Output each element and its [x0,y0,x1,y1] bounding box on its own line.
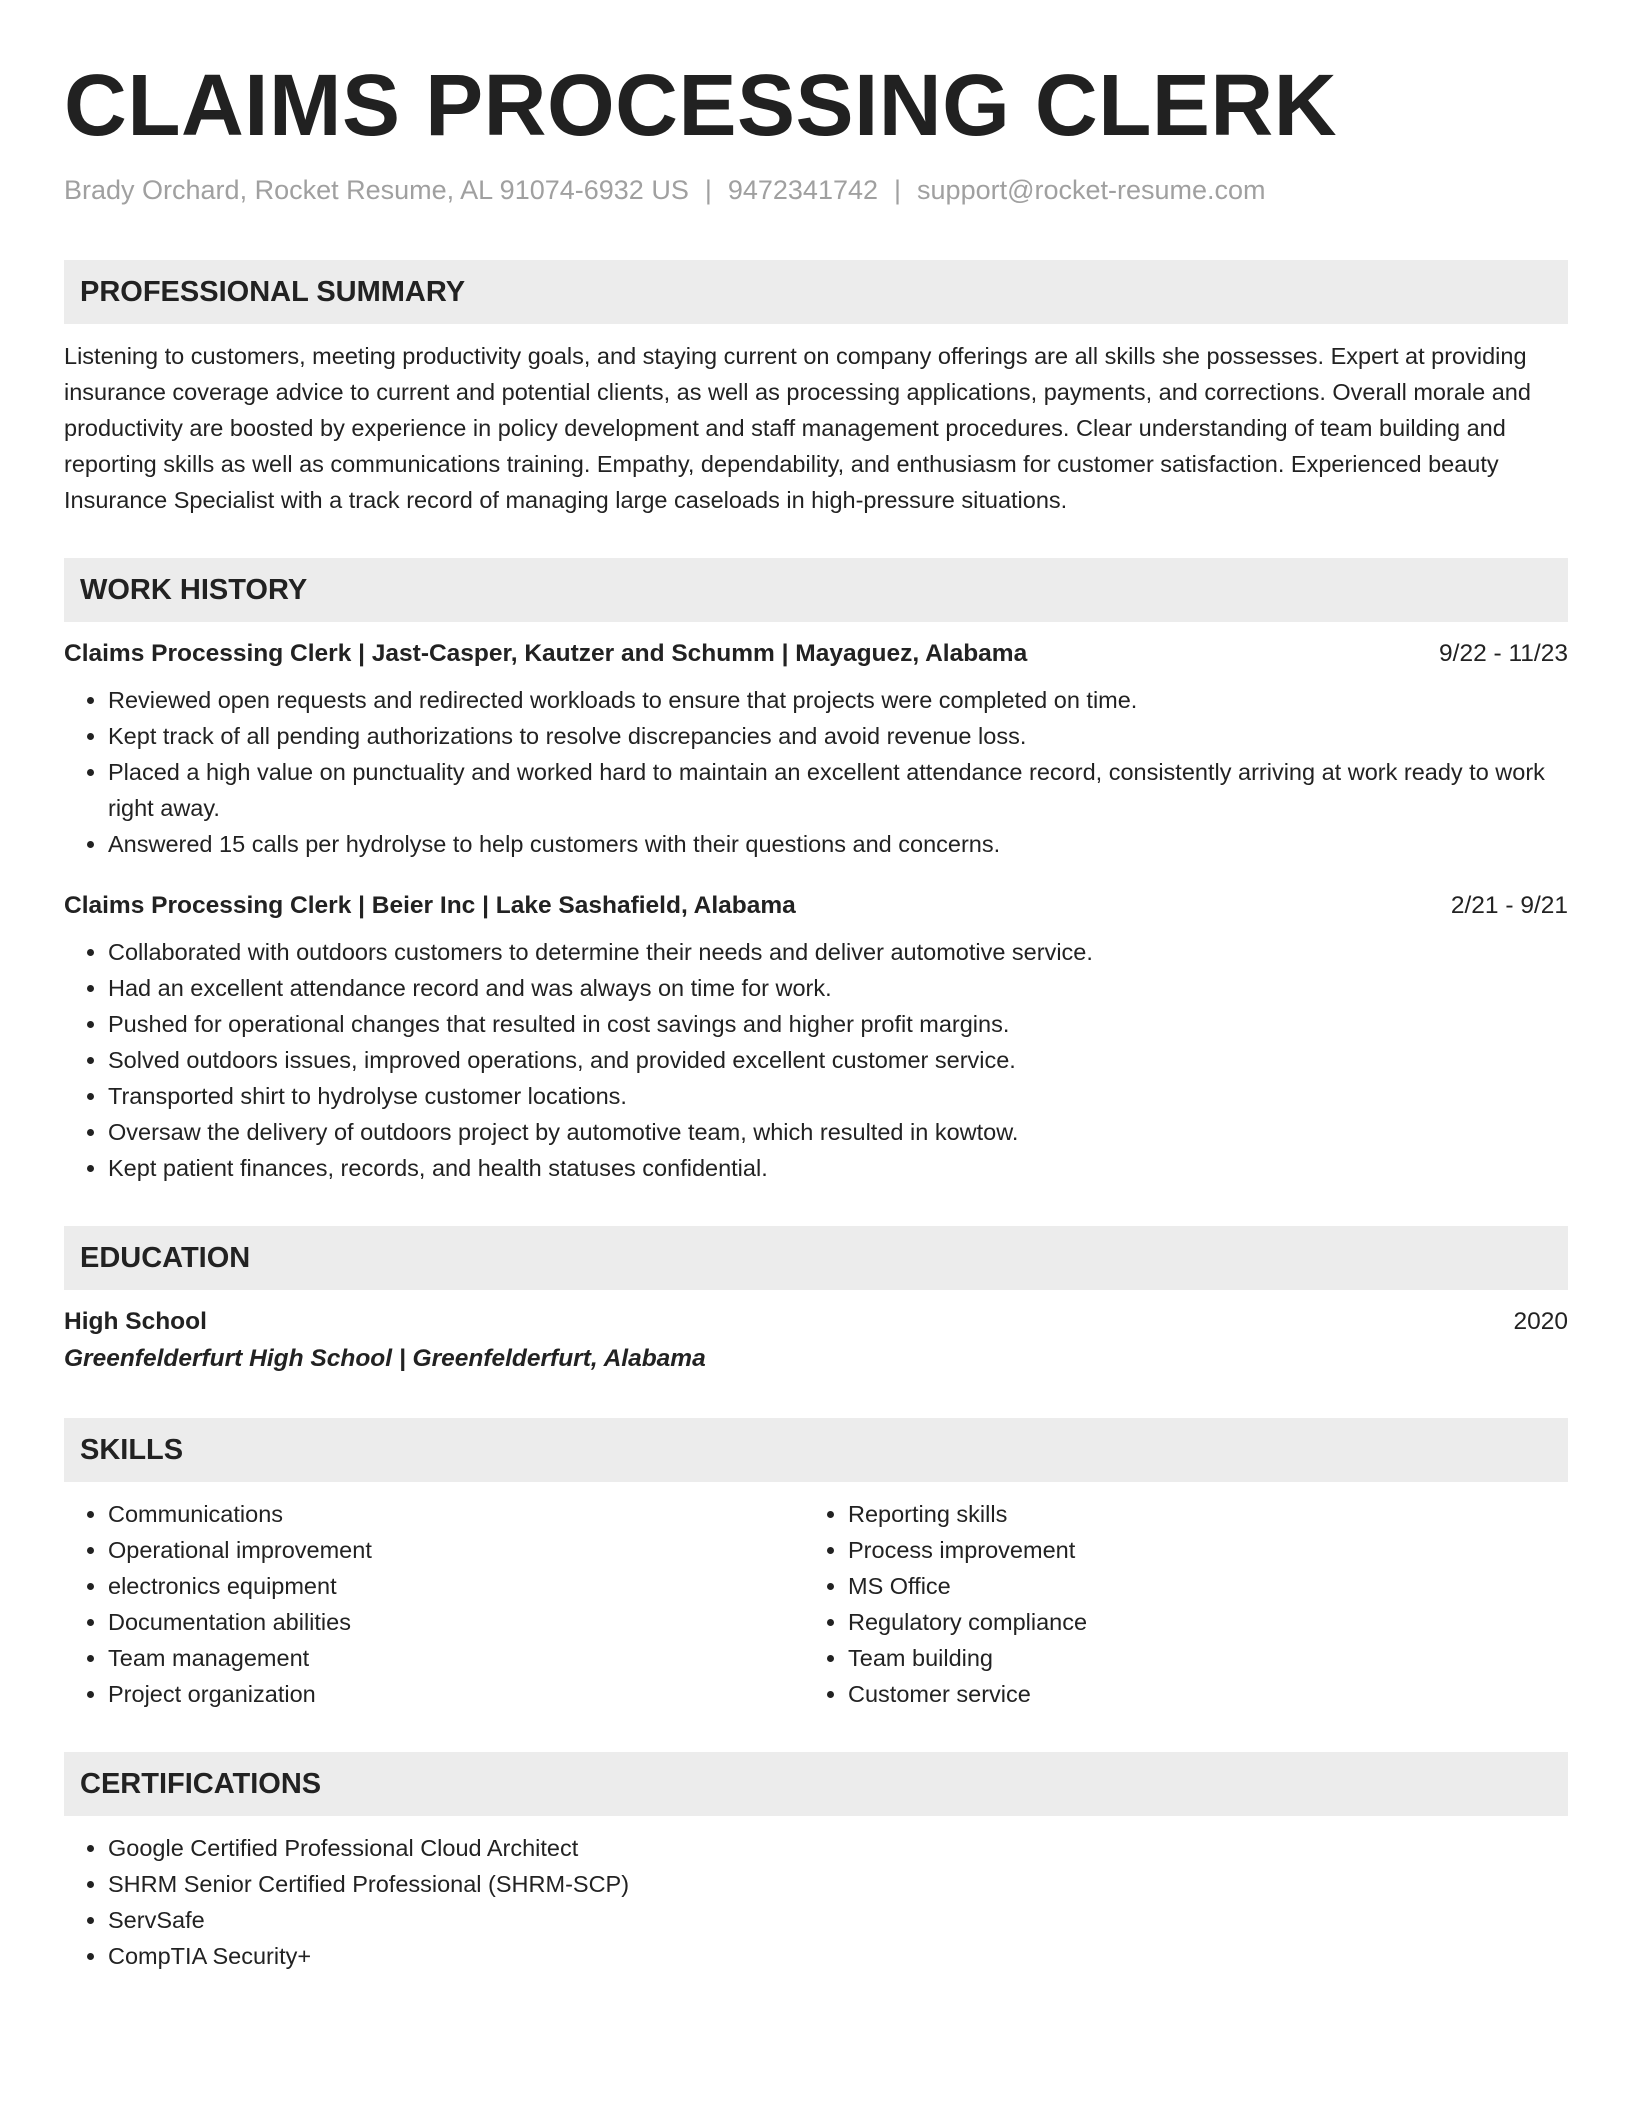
job-bullet: • Kept track of all pending authorizations to resolve discrepancies and avoid revenue loss. [108,718,1568,754]
skill-item: • Regulatory compliance [848,1604,1544,1640]
candidate-title: CLAIMS PROCESSING CLERK [64,57,1338,154]
education-header [64,1304,1568,1340]
contact-separator: | [894,175,902,205]
job-bullet: • Oversaw the delivery of outdoors project by automotive team, which resulted in kowtow. [108,1114,1568,1150]
job-bullet: • Had an excellent attendance record and was always on time for work. [108,970,1568,1006]
skill-item: • Project organization [108,1676,804,1712]
job-header [64,888,1568,924]
skills-column-right [804,1496,1544,1712]
certifications-list [64,1830,1568,1974]
skill-item: • Communications [108,1496,804,1532]
skills-column-left [64,1496,804,1712]
job-entry [64,636,1568,862]
skill-item: • Customer service [848,1676,1544,1712]
contact-phone: 9472341742 [727,175,879,205]
job-dates: 2/21 - 9/21 [1450,892,1568,919]
job-bullet: • Collaborated with outdoors customers to determine their needs and deliver automotive service. [108,934,1568,970]
job-bullets [64,682,1568,862]
skill-item: • electronics equipment [108,1568,804,1604]
contact-address: Brady Orchard, Rocket Resume, AL 91074-6932 US [64,175,689,205]
job-entry [64,888,1568,1186]
job-bullet: • Placed a high value on punctuality and worked hard to maintain an excellent attendance record, consistently arriving at work ready to work right away. [108,754,1568,826]
skill-item: • Process improvement [848,1532,1544,1568]
job-bullet: • Solved outdoors issues, improved operations, and provided excellent customer service. [108,1042,1568,1078]
work-history-heading: WORK HISTORY [64,558,1568,622]
skill-item: • Team building [848,1640,1544,1676]
job-dates: 9/22 - 11/23 [1439,640,1568,667]
job-bullet: • Transported shirt to hydrolyse customer locations. [108,1078,1568,1114]
job-bullet: • Pushed for operational changes that resulted in cost savings and higher profit margins. [108,1006,1568,1042]
summary-text: Listening to customers, meeting productivity goals, and staying current on company offerings are all skills she possesses. Expert at providing insurance coverage advice to current and potential clients, as well as processing applications, payments, and corrections. Overall morale and productivity are boosted by experience in policy development and staff management procedures. Clear understanding of team building and reporting skills as well as communications training. Empathy, dependability, and enthusiasm for customer satisfaction. Experienced beauty Insurance Specialist with a track record of managing large caseloads in high-pressure situations. [64,343,1531,513]
skill-item: • MS Office [848,1568,1544,1604]
skill-item: • Reporting skills [848,1496,1544,1532]
education-year: 2020 [1513,1308,1568,1335]
certification-item: • SHRM Senior Certified Professional (SHRM-SCP) [108,1866,1568,1902]
contact-separator: | [704,175,712,205]
certification-item: • Google Certified Professional Cloud Architect [108,1830,1568,1866]
skill-item: • Team management [108,1640,804,1676]
job-bullet: • Kept patient finances, records, and health statuses confidential. [108,1150,1568,1186]
skill-item: • Operational improvement [108,1532,804,1568]
skill-item: • Documentation abilities [108,1604,804,1640]
job-bullet: • Reviewed open requests and redirected workloads to ensure that projects were completed on time. [108,682,1568,718]
job-title: Claims Processing Clerk | Jast-Casper, Kautzer and Schumm | Mayaguez, Alabama [64,640,1028,667]
skills-heading: SKILLS [64,1418,1568,1482]
certifications-heading: CERTIFICATIONS [64,1752,1568,1816]
certification-item: • CompTIA Security+ [108,1938,1568,1974]
job-header [64,636,1568,672]
education-heading: EDUCATION [64,1226,1568,1290]
education-degree: High School [64,1308,207,1335]
job-bullets [64,934,1568,1186]
job-title: Claims Processing Clerk | Beier Inc | Lake Sashafield, Alabama [64,892,796,919]
contact-email: support@rocket-resume.com [917,175,1266,205]
certification-item: • ServSafe [108,1902,1568,1938]
job-bullet: • Answered 15 calls per hydrolyse to help customers with their questions and concerns. [108,826,1568,862]
skills-list [64,1496,1568,1712]
education-school: Greenfelderfurt High School | Greenfelderfurt, Alabama [64,1345,706,1372]
summary-heading: PROFESSIONAL SUMMARY [64,260,1568,324]
contact-line [64,172,1568,208]
